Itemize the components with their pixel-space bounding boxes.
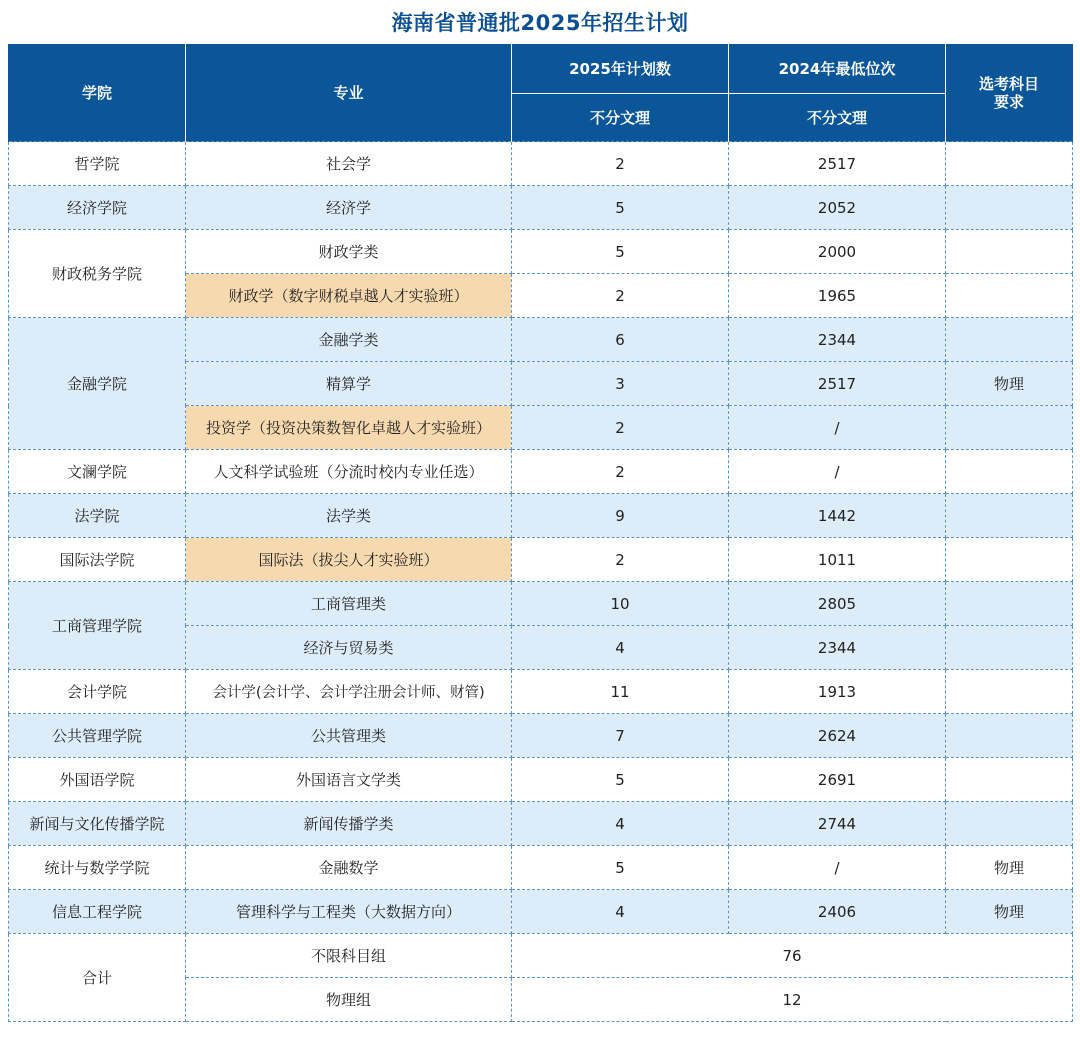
- header-rank-sub: 不分文理: [729, 94, 946, 142]
- rank-cell: 2344: [729, 318, 946, 362]
- table-row: [9, 494, 1073, 538]
- plan-cell: 5: [512, 230, 729, 274]
- plan-cell: 2: [512, 406, 729, 450]
- major-cell: 经济与贸易类: [186, 626, 512, 670]
- total-group-value: 12: [512, 978, 1073, 1022]
- plan-cell: 5: [512, 846, 729, 890]
- rank-cell: 2344: [729, 626, 946, 670]
- rank-cell: /: [729, 450, 946, 494]
- major-cell-highlight: 财政学（数字财税卓越人才实验班）: [186, 274, 512, 318]
- major-cell: 精算学: [186, 362, 512, 406]
- plan-cell: 5: [512, 186, 729, 230]
- rank-cell: 1011: [729, 538, 946, 582]
- rank-cell: 1913: [729, 670, 946, 714]
- header-min-rank: 2024年最低位次: [729, 44, 946, 94]
- major-cell: 经济学: [186, 186, 512, 230]
- header-college: 学院: [9, 44, 186, 142]
- college-cell: 信息工程学院: [9, 890, 186, 934]
- table-row: [9, 714, 1073, 758]
- header-row: [9, 44, 1073, 94]
- rank-cell: 1442: [729, 494, 946, 538]
- requirement-cell: 物理: [946, 846, 1073, 890]
- college-cell: 经济学院: [9, 186, 186, 230]
- rank-cell: 2000: [729, 230, 946, 274]
- header-plan: 2025年计划数: [512, 44, 729, 94]
- plan-cell: 2: [512, 142, 729, 186]
- table-row: [9, 670, 1073, 714]
- table-row: [9, 450, 1073, 494]
- major-cell: 管理科学与工程类（大数据方向）: [186, 890, 512, 934]
- plan-cell: 7: [512, 714, 729, 758]
- requirement-cell: [946, 274, 1073, 318]
- total-group-name: 物理组: [186, 978, 512, 1022]
- plan-cell: 4: [512, 802, 729, 846]
- major-cell-highlight: 投资学（投资决策数智化卓越人才实验班）: [186, 406, 512, 450]
- plan-cell: 2: [512, 538, 729, 582]
- requirement-cell: [946, 670, 1073, 714]
- college-cell: 哲学院: [9, 142, 186, 186]
- page-title: 海南省普通批2025年招生计划: [391, 11, 689, 35]
- rank-cell: 2052: [729, 186, 946, 230]
- plan-cell: 3: [512, 362, 729, 406]
- requirement-cell: [946, 714, 1073, 758]
- major-cell: 会计学(会计学、会计学注册会计师、财管): [186, 670, 512, 714]
- major-cell: 法学类: [186, 494, 512, 538]
- rank-cell: /: [729, 406, 946, 450]
- major-cell: 工商管理类: [186, 582, 512, 626]
- major-cell-highlight: 国际法（拔尖人才实验班）: [186, 538, 512, 582]
- rank-cell: /: [729, 846, 946, 890]
- plan-cell: 6: [512, 318, 729, 362]
- major-cell: 财政学类: [186, 230, 512, 274]
- college-cell: 国际法学院: [9, 538, 186, 582]
- table-row: [9, 758, 1073, 802]
- rank-cell: 1965: [729, 274, 946, 318]
- requirement-cell: [946, 450, 1073, 494]
- college-cell: 金融学院: [9, 318, 186, 450]
- rank-cell: 2691: [729, 758, 946, 802]
- admission-plan-table: [8, 44, 1073, 1022]
- table-row: [9, 582, 1073, 626]
- requirement-cell: [946, 538, 1073, 582]
- requirement-cell: [946, 758, 1073, 802]
- plan-cell: 11: [512, 670, 729, 714]
- header-requirement: [946, 44, 1073, 142]
- rank-cell: 2517: [729, 142, 946, 186]
- table-row: [9, 186, 1073, 230]
- college-cell: 文澜学院: [9, 450, 186, 494]
- plan-cell: 9: [512, 494, 729, 538]
- table-row: [9, 538, 1073, 582]
- major-cell: 人文科学试验班（分流时校内专业任选）: [186, 450, 512, 494]
- requirement-cell: [946, 230, 1073, 274]
- requirement-cell: [946, 186, 1073, 230]
- table-row: [9, 890, 1073, 934]
- major-cell: 公共管理类: [186, 714, 512, 758]
- requirement-cell: 物理: [946, 890, 1073, 934]
- requirement-cell: [946, 582, 1073, 626]
- requirement-cell: [946, 802, 1073, 846]
- college-cell: 法学院: [9, 494, 186, 538]
- rank-cell: 2744: [729, 802, 946, 846]
- rank-cell: 2517: [729, 362, 946, 406]
- total-row: [9, 934, 1073, 978]
- rank-cell: 2805: [729, 582, 946, 626]
- total-label: 合计: [9, 934, 186, 1022]
- plan-cell: 5: [512, 758, 729, 802]
- major-cell: 金融数学: [186, 846, 512, 890]
- plan-cell: 4: [512, 626, 729, 670]
- major-cell: 金融学类: [186, 318, 512, 362]
- total-group-value: 76: [512, 934, 1073, 978]
- requirement-cell: [946, 626, 1073, 670]
- rank-cell: 2624: [729, 714, 946, 758]
- college-cell: 会计学院: [9, 670, 186, 714]
- requirement-cell: [946, 494, 1073, 538]
- plan-cell: 4: [512, 890, 729, 934]
- plan-cell: 2: [512, 450, 729, 494]
- requirement-cell: [946, 318, 1073, 362]
- requirement-cell: 物理: [946, 362, 1073, 406]
- major-cell: 新闻传播学类: [186, 802, 512, 846]
- header-plan-sub: 不分文理: [512, 94, 729, 142]
- table-row: [9, 846, 1073, 890]
- header-major: 专业: [186, 44, 512, 142]
- header-requirement-text: 选考科目要求: [978, 74, 1039, 111]
- college-cell: 外国语学院: [9, 758, 186, 802]
- table-row: [9, 802, 1073, 846]
- college-cell: 工商管理学院: [9, 582, 186, 670]
- college-cell: 新闻与文化传播学院: [9, 802, 186, 846]
- college-cell: 财政税务学院: [9, 230, 186, 318]
- major-cell: 外国语言文学类: [186, 758, 512, 802]
- table-row: [9, 230, 1073, 274]
- rank-cell: 2406: [729, 890, 946, 934]
- total-group-name: 不限科目组: [186, 934, 512, 978]
- requirement-cell: [946, 406, 1073, 450]
- requirement-cell: [946, 142, 1073, 186]
- college-cell: 公共管理学院: [9, 714, 186, 758]
- major-cell: 社会学: [186, 142, 512, 186]
- table-row: [9, 318, 1073, 362]
- table-row: [9, 142, 1073, 186]
- plan-cell: 10: [512, 582, 729, 626]
- plan-cell: 2: [512, 274, 729, 318]
- college-cell: 统计与数学学院: [9, 846, 186, 890]
